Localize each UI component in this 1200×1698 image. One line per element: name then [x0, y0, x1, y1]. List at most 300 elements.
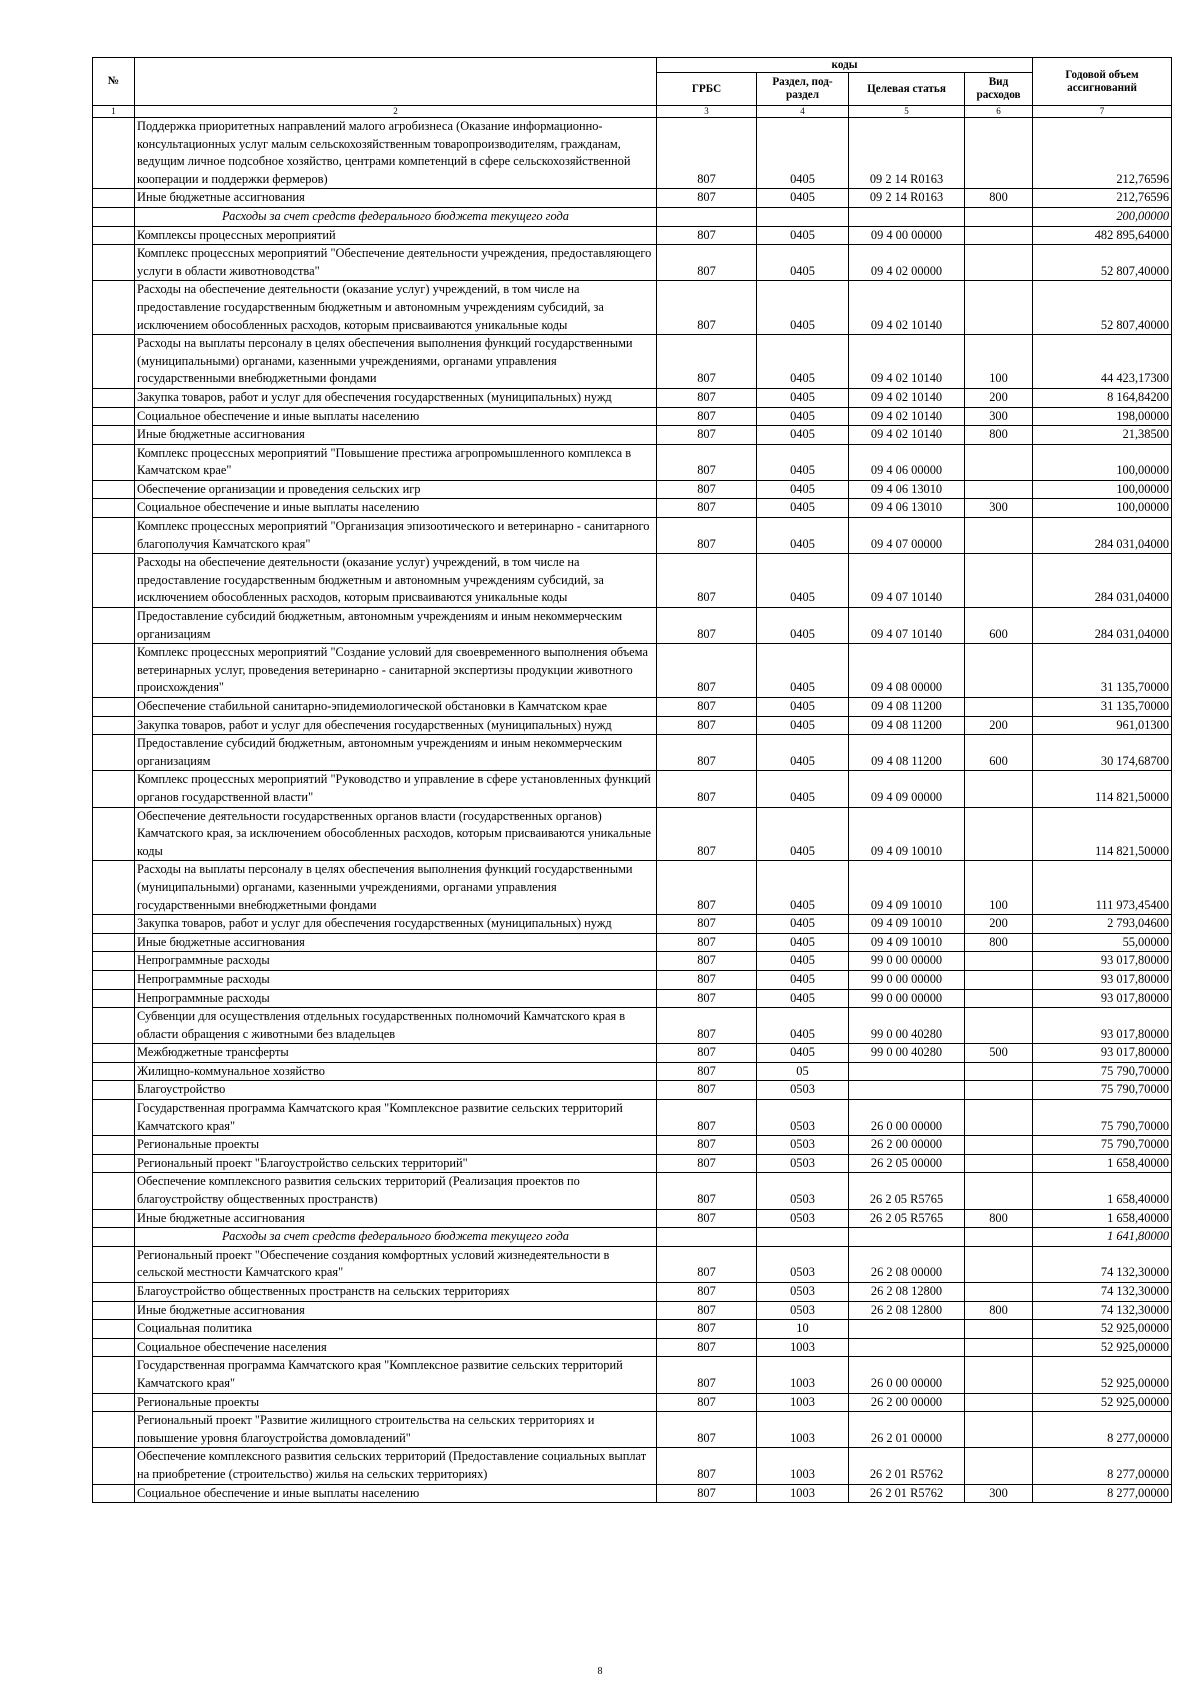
budget-table: [92, 57, 1172, 1503]
num-cell: [93, 1044, 135, 1063]
amount-cell: 44 423,17300: [1033, 335, 1172, 389]
grbs-cell: 807: [657, 426, 757, 445]
row-name-cell: Региональные проекты: [135, 1136, 657, 1155]
row-name-cell: Предоставление субсидий бюджетным, автономным учреждениям и иным некоммерческим организациям: [135, 608, 657, 644]
table-row: [93, 1448, 1172, 1484]
target-article-cell: [849, 1062, 965, 1081]
num-cell: [93, 933, 135, 952]
row-name-cell: Жилищно-коммунальное хозяйство: [135, 1062, 657, 1081]
column-number: 3: [657, 106, 757, 118]
amount-cell: 284 031,04000: [1033, 518, 1172, 554]
grbs-cell: 807: [657, 771, 757, 807]
expense-type-cell: 100: [965, 335, 1033, 389]
target-article-cell: 99 0 00 00000: [849, 970, 965, 989]
table-row: [93, 1173, 1172, 1209]
expense-type-cell: 600: [965, 608, 1033, 644]
table-row: [93, 698, 1172, 717]
row-name-cell: Закупка товаров, работ и услуг для обеспечения государственных (муниципальных) нужд: [135, 388, 657, 407]
table-row: [93, 915, 1172, 934]
grbs-cell: 807: [657, 388, 757, 407]
grbs-cell: 807: [657, 118, 757, 189]
expense-type-cell: [965, 1448, 1033, 1484]
section-cell: 0405: [757, 554, 849, 608]
num-cell: [93, 554, 135, 608]
table-row: [93, 1100, 1172, 1136]
row-name-cell: Расходы за счет средств федерального бюджета текущего года: [135, 207, 657, 226]
grbs-cell: 807: [657, 1209, 757, 1228]
section-cell: 0503: [757, 1100, 849, 1136]
expense-type-cell: [965, 698, 1033, 717]
target-article-cell: 09 4 02 10140: [849, 335, 965, 389]
amount-cell: 75 790,70000: [1033, 1062, 1172, 1081]
section-cell: 0405: [757, 518, 849, 554]
row-name-cell: Непрограммные расходы: [135, 952, 657, 971]
grbs-cell: 807: [657, 1136, 757, 1155]
amount-cell: 74 132,30000: [1033, 1246, 1172, 1282]
num-cell: [93, 644, 135, 698]
grbs-cell: 807: [657, 281, 757, 335]
grbs-cell: 807: [657, 407, 757, 426]
expense-type-cell: 600: [965, 735, 1033, 771]
grbs-cell: 807: [657, 1081, 757, 1100]
num-cell: [93, 1283, 135, 1302]
target-article-cell: 26 2 08 12800: [849, 1283, 965, 1302]
target-article-cell: 09 4 07 10140: [849, 608, 965, 644]
table-row: [93, 1008, 1172, 1044]
table-row: [93, 499, 1172, 518]
grbs-cell: 807: [657, 970, 757, 989]
table-row: [93, 1357, 1172, 1393]
row-name-cell: Иные бюджетные ассигнования: [135, 1209, 657, 1228]
table-row: [93, 1320, 1172, 1339]
table-row: [93, 1062, 1172, 1081]
expense-type-cell: [965, 771, 1033, 807]
table-row: [93, 281, 1172, 335]
target-article-cell: [849, 207, 965, 226]
table-row: [93, 716, 1172, 735]
section-cell: 0405: [757, 608, 849, 644]
section-cell: 0405: [757, 226, 849, 245]
section-cell: 0503: [757, 1154, 849, 1173]
num-cell: [93, 1081, 135, 1100]
row-name-cell: Социальное обеспечение и иные выплаты населению: [135, 499, 657, 518]
target-article-cell: 26 2 05 R5765: [849, 1209, 965, 1228]
num-cell: [93, 207, 135, 226]
grbs-cell: 807: [657, 245, 757, 281]
table-row: [93, 1246, 1172, 1282]
row-name-cell: Расходы на выплаты персоналу в целях обеспечения выполнения функций государственными (муниципальными) органами, казенными учреждениями, органами управления государственными внебюджетными фондами: [135, 335, 657, 389]
row-name-cell: Иные бюджетные ассигнования: [135, 426, 657, 445]
row-name-cell: Комплекс процессных мероприятий "Создание условий для своевременного выполнения объема ветеринарных услуг, проведения ветеринарно - санитарной экспертизы продукции животного происхождения": [135, 644, 657, 698]
row-name-cell: Региональный проект "Развитие жилищного строительства на сельских территориях и повышение уровня благоустройства домовладений": [135, 1412, 657, 1448]
column-number: 5: [849, 106, 965, 118]
amount-cell: 52 925,00000: [1033, 1338, 1172, 1357]
section-cell: 0405: [757, 1008, 849, 1044]
header-grbs: ГРБС: [657, 73, 757, 106]
row-name-cell: Расходы на обеспечение деятельности (оказание услуг) учреждений, в том числе на предоставление государственным бюджетным и автономным учреждениям субсидий, за исключением обособленных расходов, которым присваиваются уникальные коды: [135, 554, 657, 608]
amount-cell: 1 641,80000: [1033, 1228, 1172, 1247]
target-article-cell: 26 2 01 R5762: [849, 1448, 965, 1484]
num-cell: [93, 407, 135, 426]
section-cell: 0405: [757, 407, 849, 426]
target-article-cell: 09 4 02 10140: [849, 407, 965, 426]
num-cell: [93, 1062, 135, 1081]
header-name-empty: [135, 58, 657, 106]
row-name-cell: Обеспечение деятельности государственных органов власти (государственных органов) Камчатского края, за исключением обособленных расходов, которым присваиваются уникальные коды: [135, 807, 657, 861]
grbs-cell: 807: [657, 480, 757, 499]
num-cell: [93, 698, 135, 717]
target-article-cell: 09 2 14 R0163: [849, 189, 965, 208]
amount-cell: 74 132,30000: [1033, 1301, 1172, 1320]
section-cell: 1003: [757, 1448, 849, 1484]
row-name-cell: Иные бюджетные ассигнования: [135, 1301, 657, 1320]
section-cell: 0405: [757, 915, 849, 934]
section-cell: 0405: [757, 480, 849, 499]
num-cell: [93, 735, 135, 771]
expense-type-cell: [965, 1246, 1033, 1282]
table-row: [93, 1209, 1172, 1228]
target-article-cell: 09 4 06 13010: [849, 480, 965, 499]
expense-type-cell: 200: [965, 915, 1033, 934]
target-article-cell: 09 4 02 00000: [849, 245, 965, 281]
target-article-cell: 99 0 00 40280: [849, 1044, 965, 1063]
row-name-cell: Межбюджетные трансферты: [135, 1044, 657, 1063]
table-row: [93, 518, 1172, 554]
row-name-cell: Предоставление субсидий бюджетным, автономным учреждениям и иным некоммерческим организациям: [135, 735, 657, 771]
num-cell: [93, 1448, 135, 1484]
num-cell: [93, 1173, 135, 1209]
expense-type-cell: [965, 1393, 1033, 1412]
expense-type-cell: [965, 1320, 1033, 1339]
column-number: 6: [965, 106, 1033, 118]
amount-cell: 111 973,45400: [1033, 861, 1172, 915]
row-name-cell: Обеспечение комплексного развития сельских территорий (Предоставление социальных выплат на приобретение (строительство) жилья на сельских территориях): [135, 1448, 657, 1484]
expense-type-cell: [965, 1338, 1033, 1357]
amount-cell: 75 790,70000: [1033, 1136, 1172, 1155]
table-body: [93, 118, 1172, 1503]
section-cell: 0503: [757, 1283, 849, 1302]
target-article-cell: [849, 1081, 965, 1100]
table-row: [93, 644, 1172, 698]
amount-cell: 55,00000: [1033, 933, 1172, 952]
target-article-cell: 99 0 00 00000: [849, 952, 965, 971]
amount-cell: 93 017,80000: [1033, 952, 1172, 971]
amount-cell: 1 658,40000: [1033, 1173, 1172, 1209]
header-codes: коды: [657, 58, 1033, 73]
table-row: [93, 861, 1172, 915]
table-row: [93, 1338, 1172, 1357]
expense-type-cell: 800: [965, 189, 1033, 208]
table-row: [93, 807, 1172, 861]
target-article-cell: 99 0 00 00000: [849, 989, 965, 1008]
num-cell: [93, 1393, 135, 1412]
section-cell: 1003: [757, 1357, 849, 1393]
table-row: [93, 1081, 1172, 1100]
num-cell: [93, 915, 135, 934]
target-article-cell: 09 4 09 10010: [849, 807, 965, 861]
expense-type-cell: 200: [965, 388, 1033, 407]
table-row: [93, 1044, 1172, 1063]
section-cell: 0405: [757, 1044, 849, 1063]
page-number: 8: [597, 1666, 603, 1677]
table-row: [93, 1393, 1172, 1412]
table-row: [93, 735, 1172, 771]
section-cell: 0503: [757, 1209, 849, 1228]
section-cell: 1003: [757, 1338, 849, 1357]
section-cell: 0503: [757, 1136, 849, 1155]
amount-cell: 75 790,70000: [1033, 1081, 1172, 1100]
amount-cell: 75 790,70000: [1033, 1100, 1172, 1136]
amount-cell: 31 135,70000: [1033, 698, 1172, 717]
grbs-cell: 807: [657, 807, 757, 861]
target-article-cell: 26 2 08 12800: [849, 1301, 965, 1320]
target-article-cell: 09 4 06 13010: [849, 499, 965, 518]
expense-type-cell: 800: [965, 933, 1033, 952]
target-article-cell: 09 4 06 00000: [849, 444, 965, 480]
grbs-cell: 807: [657, 1357, 757, 1393]
table-row: [93, 226, 1172, 245]
amount-cell: 52 925,00000: [1033, 1320, 1172, 1339]
section-cell: 0405: [757, 118, 849, 189]
section-cell: 0405: [757, 189, 849, 208]
amount-cell: 100,00000: [1033, 444, 1172, 480]
target-article-cell: 09 2 14 R0163: [849, 118, 965, 189]
target-article-cell: 09 4 00 00000: [849, 226, 965, 245]
row-name-cell: Расходы на обеспечение деятельности (оказание услуг) учреждений, в том числе на предоставление государственным бюджетным и автономным учреждениям субсидий, за исключением обособленных расходов, которым присваиваются уникальные коды: [135, 281, 657, 335]
expense-type-cell: [965, 118, 1033, 189]
num-cell: [93, 952, 135, 971]
column-number: 2: [135, 106, 657, 118]
expense-type-cell: [965, 1081, 1033, 1100]
amount-cell: 8 277,00000: [1033, 1412, 1172, 1448]
target-article-cell: 26 2 00 00000: [849, 1393, 965, 1412]
header-vid: Вид расходов: [965, 73, 1033, 106]
num-cell: [93, 226, 135, 245]
grbs-cell: 807: [657, 1448, 757, 1484]
grbs-cell: 807: [657, 1412, 757, 1448]
num-cell: [93, 1008, 135, 1044]
section-cell: 0503: [757, 1246, 849, 1282]
table-row: [93, 1412, 1172, 1448]
expense-type-cell: [965, 480, 1033, 499]
amount-cell: 114 821,50000: [1033, 807, 1172, 861]
row-name-cell: Региональные проекты: [135, 1393, 657, 1412]
expense-type-cell: [965, 226, 1033, 245]
amount-cell: 100,00000: [1033, 480, 1172, 499]
grbs-cell: 807: [657, 989, 757, 1008]
amount-cell: 93 017,80000: [1033, 989, 1172, 1008]
grbs-cell: 807: [657, 1301, 757, 1320]
grbs-cell: 807: [657, 915, 757, 934]
grbs-cell: 807: [657, 1062, 757, 1081]
table-row: [93, 1301, 1172, 1320]
amount-cell: 93 017,80000: [1033, 1008, 1172, 1044]
row-name-cell: Социальная политика: [135, 1320, 657, 1339]
num-cell: [93, 388, 135, 407]
expense-type-cell: [965, 207, 1033, 226]
row-name-cell: Закупка товаров, работ и услуг для обеспечения государственных (муниципальных) нужд: [135, 915, 657, 934]
column-number: 7: [1033, 106, 1172, 118]
amount-cell: 31 135,70000: [1033, 644, 1172, 698]
grbs-cell: 807: [657, 698, 757, 717]
expense-type-cell: [965, 518, 1033, 554]
row-name-cell: Региональный проект "Обеспечение создания комфортных условий жизнедеятельности в сельской местности Камчатского края": [135, 1246, 657, 1282]
row-name-cell: Благоустройство общественных пространств на сельских территориях: [135, 1283, 657, 1302]
header-target: Целевая статья: [849, 73, 965, 106]
amount-cell: 100,00000: [1033, 499, 1172, 518]
target-article-cell: 09 4 07 00000: [849, 518, 965, 554]
num-cell: [93, 1228, 135, 1247]
grbs-cell: 807: [657, 608, 757, 644]
expense-type-cell: [965, 281, 1033, 335]
table-row: [93, 771, 1172, 807]
row-name-cell: Государственная программа Камчатского края "Комплексное развитие сельских территорий Камчатского края": [135, 1357, 657, 1393]
grbs-cell: 807: [657, 735, 757, 771]
section-cell: 0405: [757, 970, 849, 989]
expense-type-cell: 800: [965, 426, 1033, 445]
target-article-cell: 09 4 09 10010: [849, 915, 965, 934]
grbs-cell: 807: [657, 1044, 757, 1063]
num-cell: [93, 970, 135, 989]
amount-cell: 482 895,64000: [1033, 226, 1172, 245]
grbs-cell: 807: [657, 226, 757, 245]
amount-cell: 212,76596: [1033, 189, 1172, 208]
row-name-cell: Комплекс процессных мероприятий "Повышение престижа агропромышленного комплекса в Камчатском крае": [135, 444, 657, 480]
num-cell: [93, 335, 135, 389]
section-cell: 0405: [757, 281, 849, 335]
grbs-cell: [657, 207, 757, 226]
row-name-cell: Субвенции для осуществления отдельных государственных полномочий Камчатского края в области обращения с животными без владельцев: [135, 1008, 657, 1044]
amount-cell: 93 017,80000: [1033, 970, 1172, 989]
section-cell: 0405: [757, 952, 849, 971]
num-cell: [93, 989, 135, 1008]
table-row: [93, 480, 1172, 499]
section-cell: 0405: [757, 499, 849, 518]
section-cell: [757, 207, 849, 226]
num-cell: [93, 1338, 135, 1357]
expense-type-cell: 500: [965, 1044, 1033, 1063]
target-article-cell: 09 4 08 11200: [849, 716, 965, 735]
section-cell: 0405: [757, 644, 849, 698]
expense-type-cell: 300: [965, 499, 1033, 518]
table-row: [93, 407, 1172, 426]
row-name-cell: Региональный проект "Благоустройство сельских территорий": [135, 1154, 657, 1173]
row-name-cell: Социальное обеспечение и иные выплаты населению: [135, 1484, 657, 1503]
target-article-cell: 09 4 02 10140: [849, 426, 965, 445]
expense-type-cell: [965, 245, 1033, 281]
row-name-cell: Благоустройство: [135, 1081, 657, 1100]
num-cell: [93, 771, 135, 807]
target-article-cell: 09 4 09 00000: [849, 771, 965, 807]
num-cell: [93, 189, 135, 208]
amount-cell: 198,00000: [1033, 407, 1172, 426]
federal-budget-row: [93, 207, 1172, 226]
table-row: [93, 335, 1172, 389]
amount-cell: 200,00000: [1033, 207, 1172, 226]
column-number: 1: [93, 106, 135, 118]
grbs-cell: 807: [657, 716, 757, 735]
target-article-cell: [849, 1338, 965, 1357]
row-name-cell: Комплексы процессных мероприятий: [135, 226, 657, 245]
expense-type-cell: [965, 1412, 1033, 1448]
table-row: [93, 1484, 1172, 1503]
num-cell: [93, 716, 135, 735]
expense-type-cell: [965, 989, 1033, 1008]
row-name-cell: Непрограммные расходы: [135, 989, 657, 1008]
header-num: №: [93, 58, 135, 106]
section-cell: 0503: [757, 1173, 849, 1209]
amount-cell: 93 017,80000: [1033, 1044, 1172, 1063]
grbs-cell: 807: [657, 1246, 757, 1282]
expense-type-cell: [965, 444, 1033, 480]
num-cell: [93, 1357, 135, 1393]
amount-cell: 284 031,04000: [1033, 608, 1172, 644]
table-row: [93, 1283, 1172, 1302]
table-row: [93, 189, 1172, 208]
target-article-cell: 09 4 09 10010: [849, 861, 965, 915]
row-name-cell: Комплекс процессных мероприятий "Организация эпизоотического и ветеринарно - санитарного благополучия Камчатского края": [135, 518, 657, 554]
grbs-cell: 807: [657, 1008, 757, 1044]
grbs-cell: 807: [657, 1283, 757, 1302]
target-article-cell: 26 2 05 R5765: [849, 1173, 965, 1209]
target-article-cell: 09 4 02 10140: [849, 388, 965, 407]
expense-type-cell: [965, 1136, 1033, 1155]
row-name-cell: Иные бюджетные ассигнования: [135, 189, 657, 208]
num-cell: [93, 1154, 135, 1173]
num-cell: [93, 444, 135, 480]
expense-type-cell: [965, 1062, 1033, 1081]
table-row: [93, 426, 1172, 445]
section-cell: 0405: [757, 245, 849, 281]
expense-type-cell: [965, 1154, 1033, 1173]
section-cell: 1003: [757, 1412, 849, 1448]
column-numbers-row: [93, 106, 1172, 118]
section-cell: 0405: [757, 861, 849, 915]
target-article-cell: 26 2 05 00000: [849, 1154, 965, 1173]
num-cell: [93, 1412, 135, 1448]
amount-cell: 52 925,00000: [1033, 1393, 1172, 1412]
target-article-cell: 26 2 08 00000: [849, 1246, 965, 1282]
row-name-cell: Государственная программа Камчатского края "Комплексное развитие сельских территорий Камчатского края": [135, 1100, 657, 1136]
section-cell: 05: [757, 1062, 849, 1081]
amount-cell: 284 031,04000: [1033, 554, 1172, 608]
row-name-cell: Непрограммные расходы: [135, 970, 657, 989]
section-cell: 0405: [757, 426, 849, 445]
grbs-cell: 807: [657, 644, 757, 698]
amount-cell: 21,38500: [1033, 426, 1172, 445]
section-cell: 0405: [757, 807, 849, 861]
expense-type-cell: 300: [965, 1484, 1033, 1503]
target-article-cell: 09 4 08 11200: [849, 698, 965, 717]
amount-cell: 114 821,50000: [1033, 771, 1172, 807]
table-row: [93, 970, 1172, 989]
row-name-cell: Поддержка приоритетных направлений малого агробизнеса (Оказание информационно-консультационных услуг малым сельскохозяйственным товаропроизводителям, гражданам, ведущим личное подсобное хозяйство, центрами компетенций в сфере сельскохозяйственной кооперации и поддержки фермеров): [135, 118, 657, 189]
grbs-cell: 807: [657, 1173, 757, 1209]
grbs-cell: 807: [657, 933, 757, 952]
amount-cell: 8 277,00000: [1033, 1448, 1172, 1484]
row-name-cell: Обеспечение комплексного развития сельских территорий (Реализация проектов по благоустройству общественных пространств): [135, 1173, 657, 1209]
num-cell: [93, 1301, 135, 1320]
grbs-cell: 807: [657, 518, 757, 554]
expense-type-cell: [965, 807, 1033, 861]
table-header: [93, 58, 1172, 118]
section-cell: 0405: [757, 444, 849, 480]
table-row: [93, 952, 1172, 971]
amount-cell: 8 277,00000: [1033, 1484, 1172, 1503]
amount-cell: 74 132,30000: [1033, 1283, 1172, 1302]
section-cell: 0503: [757, 1301, 849, 1320]
expense-type-cell: [965, 952, 1033, 971]
